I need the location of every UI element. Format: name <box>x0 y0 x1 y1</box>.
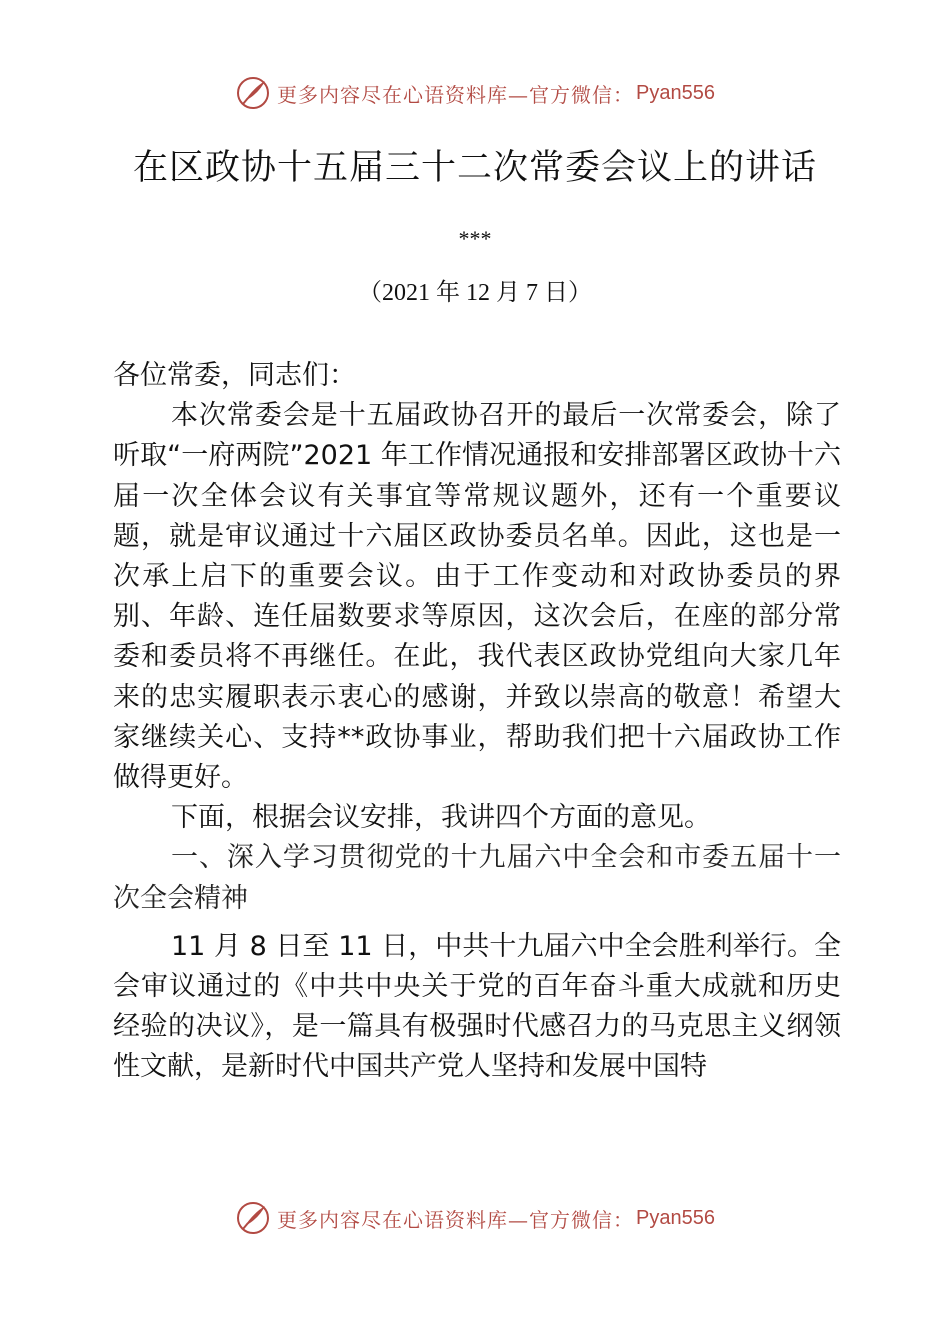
paragraph-3: 11 月 8 日至 11 日，中共十九届六中全会胜利举行。全会审议通过的《中共中央关于党的百年奋斗重大成就和历史经验的决议》，是一篇具有极强时代感召力的马克思主义纲领性文献，是新时代中国共产党人坚持和发展中国特 <box>113 930 841 1083</box>
banner-wechat-id: Pyan556 <box>636 81 715 104</box>
quill-logo-icon <box>235 75 271 111</box>
header-banner <box>0 71 950 115</box>
banner-text: 更多内容尽在心语资料库—官方微信： <box>277 1207 635 1232</box>
speech-date: （2021 年 12 月 7 日） <box>358 280 592 306</box>
footer-banner <box>0 1196 950 1240</box>
paragraph-1: 本次常委会是十五届政协召开的最后一次常委会，除了听取“一府两院”2021 年工作情况通报和安排部署区政协十六届一次全体会议有关事宜等常规议题外，还有一个重要议题，就是审议通过十六届区政协委员名单。因此，这也是一次承上启下的重要会议。由于工作变动和对政协委员的界别、年龄、连任届数要求等原因，这次会后，在座的部分常委和委员将不再继任。在此，我代表区政协党组向大家几年来的忠实履职表示衷心的感谢，并致以崇高的敬意！希望大家继续关心、支持**政协事业，帮助我们把十六届政协工作做得更好。 <box>113 400 841 794</box>
paragraph-2: 下面，根据会议安排，我讲四个方面的意见。 <box>171 802 711 834</box>
document-body <box>113 356 841 1088</box>
salutation: 各位常委，同志们： <box>113 360 356 391</box>
banner-wechat-id: Pyan556 <box>636 1206 715 1229</box>
section-heading-1: 一、深入学习贯彻党的十九届六中全会和市委五届十一次全会精神 <box>113 842 841 914</box>
banner-text: 更多内容尽在心语资料库—官方微信： <box>277 82 635 107</box>
author: *** <box>458 226 492 251</box>
quill-logo-icon <box>235 1200 271 1236</box>
document-title: 在区政协十五届三十二次常委会议上的讲话 <box>132 148 817 188</box>
